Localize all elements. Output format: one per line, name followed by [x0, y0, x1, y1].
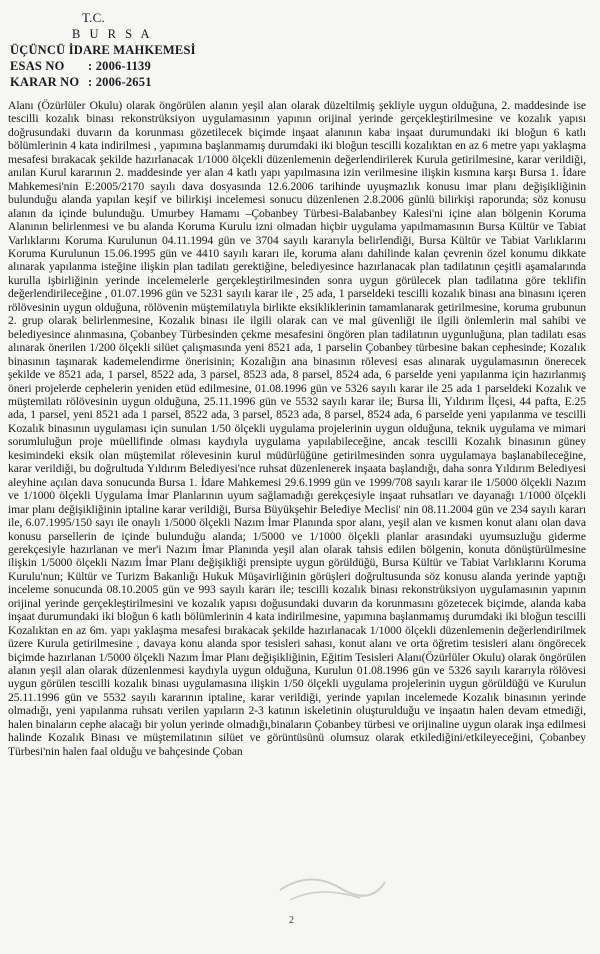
faded-stamp-mark: [270, 860, 390, 910]
karar-label: KARAR NO: [10, 75, 80, 89]
decision-body: [8, 99, 586, 758]
esas-label: ESAS NO: [10, 59, 65, 73]
court-header: [10, 10, 310, 90]
tc-heading: T.C.: [82, 10, 105, 25]
karar-value: : 2006-2651: [88, 75, 152, 89]
esas-row: [10, 58, 310, 74]
court-name: ÜÇÜNCÜ İDARE MAHKEMESİ: [10, 43, 196, 57]
city-heading: B U R S A: [72, 27, 153, 41]
page-number: 2: [289, 915, 294, 926]
body-paragraph: Alanı (Özürlüler Okulu) olarak öngörülen alanın yeşil alan olarak düzeltilmiş şekliyle uygun olduğuna, 2. maddesinde ise tescilli kozalık binası rekonstrüksiyon uygulamasının yapının orijinal yerinde gerçekleştirilmesine ve kozalık yapısı doğrusundaki duvarın da korunması gözetilecek biçimde inşaat alanının kaba inşaat durumundaki iki bloğun 6 katlı bölümlerinin 4 kata indirilmesi , yapımına başlanmamış durumdaki iki bloğun tescilli kozalıktan en az 6 metre yapı yaklaşma mesafesi bırakacak şekilde hazırlanacak 1/1000 ölçekli düzenlemenin değerlendirilerek Kurula getirilmesine, karar verildiği, anılan Kurul kararının 2. maddesinde yer alan 4 katlı yapı yapılmasına izin verilmesine ilişkin kısmına karşı Bursa 1. İdare Mahkemesi'nin E:2005/2170 sayılı dava dosyasında 12.6.2006 tarihinde uyuşmazlık konusu imar planı değişikliğinin bulunduğu alanda yapılan keşif ve bilirkişi incelemesi sonucu düzenlenen 2.8.2006 günlü bilirkişi raporunda; söz konusu alanın da içinde bulunduğu. Umurbey Hamamı –Çobanbey Türbesi-Balabanbey Kalesi'ni içine alan bölgenin Koruma Alanının belirlenmesi ve bu alanda Koruma Kurulu izni olmadan hiçbir uygulama yapılmamasının Bursa Kültür ve Tabiat Varlıklarını Koruma Kurulunun 04.11.1994 gün ve 3704 sayılı kararıyla belirlendiği, Bursa Kültür ve Tabiat Varlıklarını Koruma Kurulunun 15.06.1995 gün ve 4410 sayılı kararı ile, koruma alanı dahilinde kalan çevrenin özel konumu dikkate alınarak yapılanma isteğine ilişkin plan tadilatı gerektiğine, belediyesince hazırlanacak plan tadilatının çeşitli aşamalarında kurulla işbirliğinin yerinde incelemelerle gerçekleştirilmesinden sonra uygun görülecek plan tadilatına göre teklifin değerlendirileceğine , 01.07.1996 gün ve 5231 sayılı karar ile , 25 ada, 1 parseldeki tescilli kozalık binası ana binasını içeren rölövesinin uygun olduğuna, rölövenin müştemilatıyla birlikte eksikliklerinin tamamlanarak getirilmesine, koruma grubunun 2. grup olarak belirlenmesine, Kozalık binası ile ilgili olarak can ve mal güvenliği ile ilgili önlemlerin mal sahibi ve belediyesince alınmasına, Çobanbey Türbesinden çekme mesafesini öngören plan tadilatının uygunluğuna, plan tadilatı esas alınarak önerilen 1/200 ölçekli silüet çalışmasında yeni 8521 ada, 1 parselin Çobanbey türbesine bakan cephesinde; Kozalık binasının taşınarak kademelendirme önerisinin; Kozalığın ana binasının rölevesi esas alınarak uygulamasının önerecek şekilde ve 8521 ada, 1 parsel, 8522 ada, 3 parsel, 8523 ada, 8 parsel, 8524 ada, 6 parselde yeni yapılanma için hazırlanmış öneri projelerde cephelerin yeniden etüd edilmesine, 01.08.1996 gün ve 5326 sayılı karar ile 25 ada 1 parseldeki Kozalık ve müştemilatı rölövesinin uygun olduğuna, 25.11.1996 gün ve 5532 sayılı karar ile; Bursa İli, Yıldırım İlçesi, 44 pafta, E.25 ada, 1 parsel, yeni 8521 ada 1 parsel, 8522 ada, 3 parsel, 8523 ada, 8 parsel, 8524 ada, 6 parselde yeni yapılanma ve tescilli Kozalık binasının uygulaması için sunulan 1/50 ölçekli uygulama projelerinin uygun olduğuna, teknik uygulama ve mimari sorumluluğun proje müellifinde olması kaydıyla uygulama yapılabileceğine, ancak tescilli Kozalık binasının güney kesimindeki eksik olan müştemilat rölevesinin kurul müdürlüğüne getirilmesinden sonra uygulamaya başlanabileceğine, karar verildiği, bu doğrultuda Yıldırım Belediyesi'nce ruhsat düzenlenerek inşaata başlandığı, daha sonra Yıldırım Belediyesi aleyhine açılan dava sonucunda Bursa 1. İdare Mahkemesi 29.6.1999 gün ve 1999/708 sayılı karar ile 1/5000 ölçekli Nazım ve 1/1000 ölçekli Uygulama İmar Planlarının uyum sağlamadığı gerekçesiyle inşaat ruhsatları ve dayanağı 1/1000 ölçekli imar planı değişikliğinin iptaline karar verildiği, Bursa Büyükşehir Belediye Meclisi' nin 08.11.2004 gün ve 234 sayılı kararı ile, 6.07.1995/150 sayı ile onaylı 1/5000 ölçekli Nazım İmar Planında spor alanı, yeşil alan ve kısmen konut alanı olan dava konusu parsellerin de içinde bulunduğu alanda; 1/5000 ve 1/1000 ölçekli planlar arasındaki uyumsuzluğu giderme gerekçesiyle hazırlanan ve mer'i Nazım İmar Planında yeşil alan olarak tahsis edilen bölgenin, konuta dönüştürülmesine ilişkin 1/5000 ölçekli Nazım İmar Planı değişikliği prensipte uygun görüldüğü, Bursa Kültür ve Tabiat Varlıklarını Koruma Kurulu'nun; Kültür ve Turizm Bakanlığı Hukuk Müşavirliğinin görüşleri doğrultusunda söz konusu alanda yerinde yaptığı inceleme sonucunda 08.10.2005 gün ve 993 sayılı kararı ile; tescilli kozalık binası rekonstrüksiyon uygulamasının yapının orijinal yerinde gerçekleştirilmesini ve kozalık yapısı doğusundaki duvarın da korunmasını gözetecek biçimde, alanda kaba inşaat durumundaki iki bloğun 6 katlı bölümlerinin 4 kata indirilmesine, yapımına başlanmamış durumdaki iki bloğun tescilli Kozalıktan en az 6m. yapı yaklaşma mesafesi bırakacak şekilde hazırlanacak 1/1000 ölçekli düzenlemenin değerlendirilmek üzere Kurula getirilmesine , davaya konu alanda spor tesisleri sahası, konut alanı ve orta öğretim tesisleri alanı öngörecek biçimde hazırlanan 1/5000 ölçekli Nazım İmar Planı değişikliğinin, Eğitim Tesisleri Alanı(Özürlüler Okulu) olarak öngörülen alanın yeşil alan olarak düzenlenmesi kaydıyla uygun olduğuna, Kurulun 01.08.1996 gün ve 5326 sayılı kararıyla rölövesi uygun görülen tescilli kozalık binası uygulamasına ilişkin 1/50 ölçekli uygulama projelerinin uygun görüldüğü ve Kurulun 25.11.1996 gün ve 5532 sayılı kararının iptaline, karar verildiği, yerinde yapılan incelemede Kozalık binasının yerinde olmadığı, yeni yapılanma ruhsatı verilen yapıların 2-3 katının iskeletinin oluşturulduğu ve inşaatın halen devam etmediği, halen binaların cephe alacağı bir yolun yerinde olmadığı,binaların Çobanbey türbesi ve orijinaline uygun olarak inşa edilmesi halinde Kozalık Binası ve müştemilatının silüet ve görüntüsünü olumsuz olarak etkilediğini/etkileyeceğini, Çobanbey Türbesi'nin halen faal olduğu ve bahçesinde Çoban: [8, 99, 586, 758]
karar-row: [10, 74, 310, 90]
esas-value: : 2006-1139: [88, 59, 151, 73]
